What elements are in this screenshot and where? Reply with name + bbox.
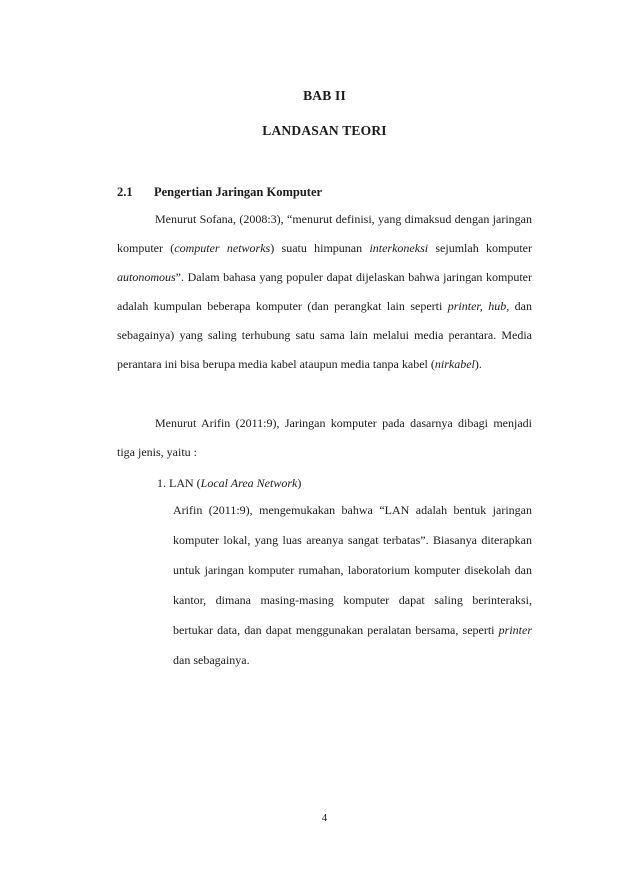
italic-term: interkoneksi <box>369 241 429 255</box>
text-run: ). <box>474 357 482 371</box>
text-run: dan sebagainya. <box>173 653 250 667</box>
text-run: dan sebagainya) yang saling terhubung satu sama lain melalui media perantara. Media perantara ini bisa berupa media kabel ataupun media tanpa kabel ( <box>117 299 532 371</box>
text-run: sejumlah komputer <box>428 241 532 255</box>
italic-term: nirkabel <box>434 357 475 371</box>
list-item-lan <box>157 469 301 498</box>
paragraph-types-intro: Menurut Arifin (2011:9), Jaringan komputer pada dasarnya dibagi menjadi tiga jenis, yaitu : <box>117 416 532 459</box>
text-run: ) <box>297 476 302 490</box>
text-run: Arifin (2011:9), mengemukakan bahwa “LAN adalah bentuk jaringan komputer lokal, yang luas areanya sangat terbatas”. Biasanya diterapkan untuk jaringan komputer rumahan, laboratorium komputer disekolah dan kantor, dimana masing-masing komputer dapat saling berinteraksi, bertukar data, dan dapat menggunakan peralatan bersama, seperti <box>173 503 532 637</box>
text-run: 1. LAN ( <box>157 476 201 490</box>
italic-term: printer <box>498 623 532 637</box>
italic-term: computer networks <box>174 241 271 255</box>
page-number: 4 <box>321 813 328 824</box>
text-run: ”. Dalam bahasa yang populer dapat dijelaskan bahwa jaringan komputer adalah kumpulan beberapa komputer (dan perangkat lain seperti <box>117 270 532 313</box>
section-number: 2.1 <box>117 185 133 199</box>
text-run: Menurut Sofana, (2008:3), “menurut definisi, yang dimaksud dengan jaringan komputer ( <box>117 212 532 255</box>
italic-term: Local Area Network <box>200 476 298 490</box>
italic-term: autonomous <box>117 270 176 284</box>
paragraph-definition <box>117 205 532 379</box>
section-heading <box>117 185 322 200</box>
chapter-title: LANDASAN TEORI <box>262 123 387 138</box>
section-title: Pengertian Jaringan Komputer <box>154 185 323 199</box>
text-run: ) suatu himpunan <box>270 241 370 255</box>
italic-term: printer, hub, <box>447 299 510 313</box>
paragraph-lan-definition <box>173 495 532 675</box>
chapter-number: BAB II <box>303 88 346 103</box>
